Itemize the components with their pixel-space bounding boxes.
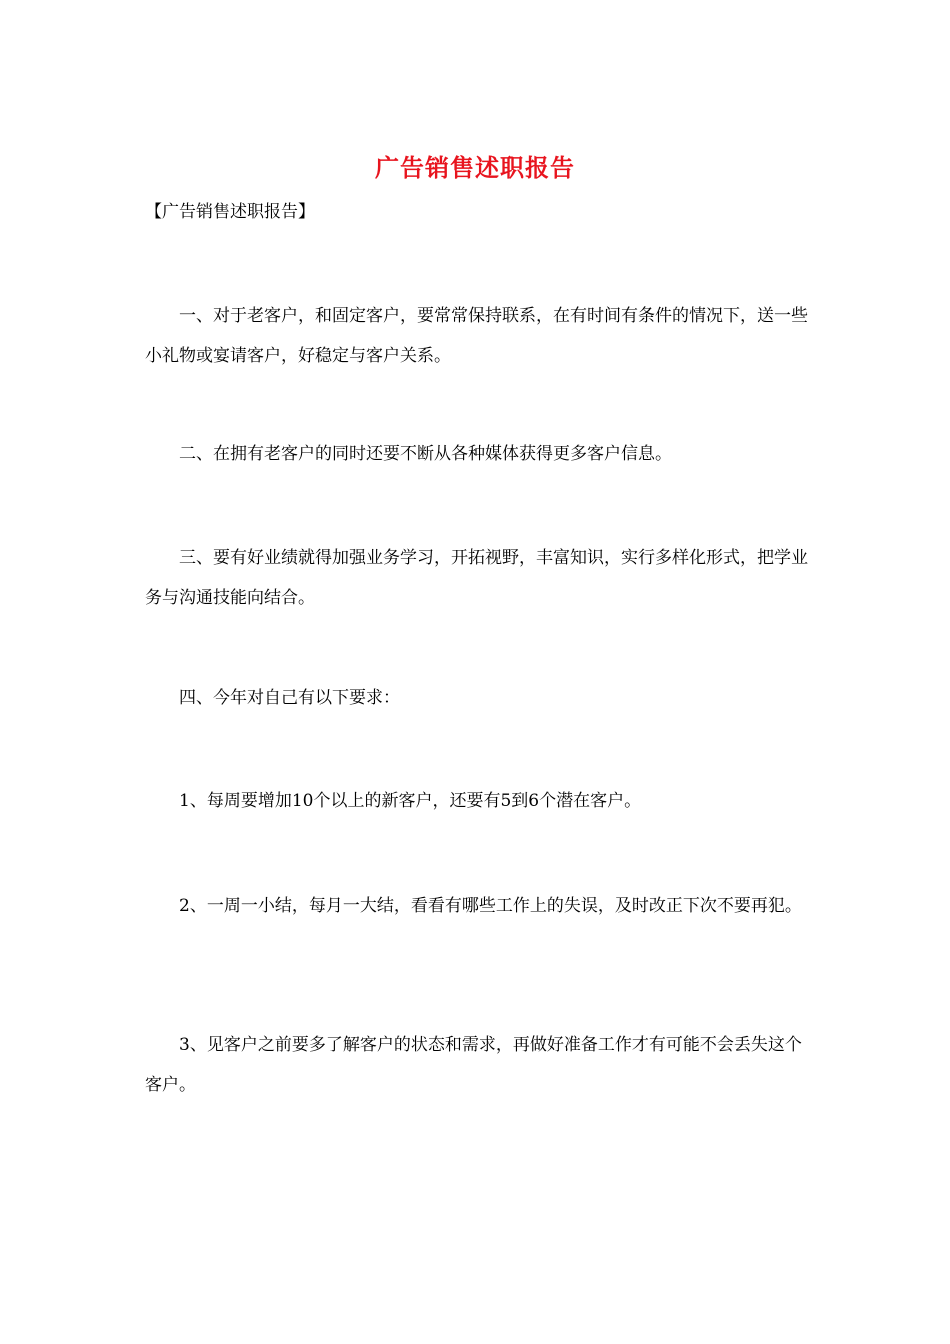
- paragraph-3: 三、要有好业绩就得加强业务学习，开拓视野，丰富知识，实行多样化形式，把学业务与沟通技能向结合。: [145, 548, 808, 608]
- document-title: 广告销售述职报告: [375, 153, 575, 182]
- paragraph-4: 四、今年对自己有以下要求：: [179, 688, 400, 708]
- paragraph-7: 3、见客户之前要多了解客户的状态和需求，再做好准备工作才有可能不会丢失这个客户。: [145, 1035, 802, 1095]
- paragraph-6: 2、一周一小结，每月一大结，看看有哪些工作上的失误，及时改正下次不要再犯。: [179, 896, 802, 916]
- paragraph-2: 二、在拥有老客户的同时还要不断从各种媒体获得更多客户信息。: [179, 444, 672, 464]
- document-subtitle: 【广告销售述职报告】: [145, 202, 315, 222]
- paragraph-5: 1、每周要增加10个以上的新客户，还要有5到6个潜在客户。: [179, 791, 642, 811]
- paragraph-1: 一、对于老客户，和固定客户，要常常保持联系，在有时间有条件的情况下，送一些小礼物或宴请客户，好稳定与客户关系。: [145, 306, 808, 366]
